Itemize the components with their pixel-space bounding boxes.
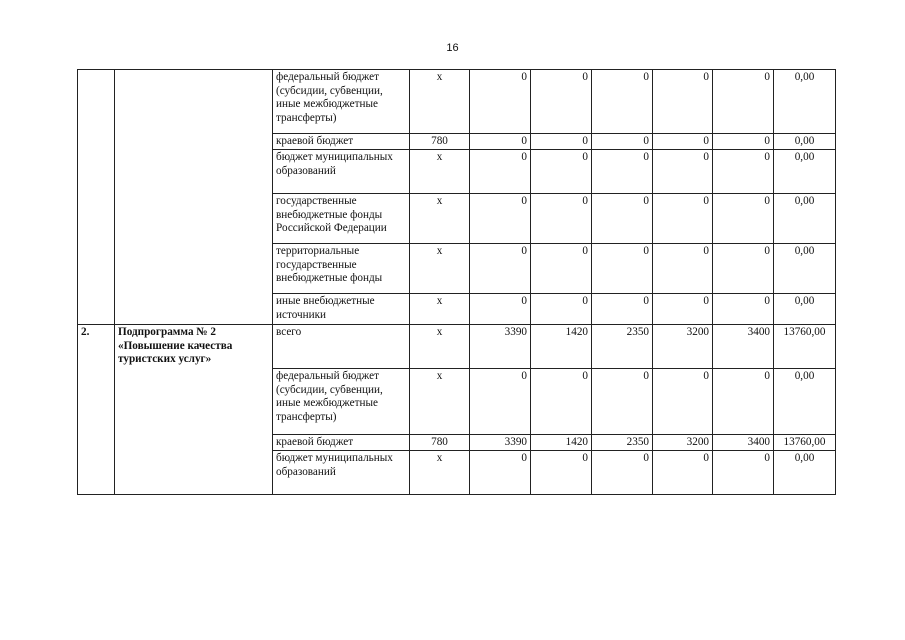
value-cell: 2350 <box>592 325 653 369</box>
value-cell: 0 <box>713 134 774 150</box>
value-cell: 0 <box>531 70 592 134</box>
code-cell: x <box>410 325 470 369</box>
value-cell: 0 <box>653 369 713 435</box>
value-cell: 0 <box>470 194 531 244</box>
value-cell: 0 <box>592 369 653 435</box>
code-cell: x <box>410 194 470 244</box>
value-cell: 0 <box>653 70 713 134</box>
table-row <box>78 325 836 369</box>
row-name-cell <box>115 70 273 325</box>
value-cell: 0 <box>470 70 531 134</box>
value-cell: 0 <box>470 451 531 495</box>
value-cell: 0 <box>653 244 713 294</box>
value-cell: 3390 <box>470 435 531 451</box>
value-cell: 2350 <box>592 435 653 451</box>
value-cell: 0 <box>470 134 531 150</box>
total-cell: 0,00 <box>774 150 836 194</box>
total-cell: 0,00 <box>774 194 836 244</box>
value-cell: 3200 <box>653 325 713 369</box>
total-cell: 13760,00 <box>774 325 836 369</box>
subprogram-name-cell: Подпрограмма № 2 «Повышение качества туристских услуг» <box>115 325 273 495</box>
budget-table <box>77 69 836 495</box>
value-cell: 0 <box>653 134 713 150</box>
value-cell: 3400 <box>713 435 774 451</box>
value-cell: 0 <box>653 150 713 194</box>
value-cell: 3200 <box>653 435 713 451</box>
value-cell: 0 <box>531 194 592 244</box>
value-cell: 0 <box>592 244 653 294</box>
value-cell: 0 <box>531 294 592 325</box>
table-row <box>78 70 836 134</box>
value-cell: 0 <box>470 244 531 294</box>
value-cell: 1420 <box>531 325 592 369</box>
value-cell: 0 <box>713 451 774 495</box>
code-cell: 780 <box>410 134 470 150</box>
code-cell: x <box>410 244 470 294</box>
code-cell: x <box>410 294 470 325</box>
value-cell: 0 <box>531 451 592 495</box>
value-cell: 0 <box>713 294 774 325</box>
value-cell: 0 <box>713 150 774 194</box>
funding-source-cell: государственные внебюджетные фонды Российской Федерации <box>273 194 410 244</box>
funding-source-cell: бюджет муниципальных образований <box>273 150 410 194</box>
value-cell: 0 <box>592 451 653 495</box>
value-cell: 0 <box>592 194 653 244</box>
value-cell: 3390 <box>470 325 531 369</box>
funding-source-cell: федеральный бюджет (субсидии, субвенции, иные межбюджетные трансферты) <box>273 369 410 435</box>
value-cell: 0 <box>713 194 774 244</box>
total-cell: 0,00 <box>774 451 836 495</box>
value-cell: 0 <box>592 134 653 150</box>
value-cell: 0 <box>470 150 531 194</box>
total-cell: 0,00 <box>774 134 836 150</box>
funding-source-cell: краевой бюджет <box>273 134 410 150</box>
total-cell: 13760,00 <box>774 435 836 451</box>
value-cell: 0 <box>531 134 592 150</box>
funding-source-cell: всего <box>273 325 410 369</box>
row-index-cell: 2. <box>78 325 115 495</box>
code-cell: x <box>410 150 470 194</box>
value-cell: 0 <box>653 194 713 244</box>
funding-source-cell: краевой бюджет <box>273 435 410 451</box>
value-cell: 1420 <box>531 435 592 451</box>
total-cell: 0,00 <box>774 294 836 325</box>
funding-source-cell: иные внебюджетные источники <box>273 294 410 325</box>
code-cell: 780 <box>410 435 470 451</box>
value-cell: 0 <box>653 294 713 325</box>
value-cell: 0 <box>531 369 592 435</box>
value-cell: 0 <box>713 369 774 435</box>
funding-source-cell: федеральный бюджет (субсидии, субвенции, иные межбюджетные трансферты) <box>273 70 410 134</box>
value-cell: 0 <box>713 244 774 294</box>
page-number: 16 <box>446 42 459 54</box>
value-cell: 0 <box>713 70 774 134</box>
total-cell: 0,00 <box>774 369 836 435</box>
value-cell: 0 <box>592 70 653 134</box>
value-cell: 0 <box>592 150 653 194</box>
code-cell: x <box>410 70 470 134</box>
value-cell: 0 <box>531 150 592 194</box>
value-cell: 3400 <box>713 325 774 369</box>
value-cell: 0 <box>653 451 713 495</box>
total-cell: 0,00 <box>774 244 836 294</box>
funding-source-cell: территориальные государственные внебюджетные фонды <box>273 244 410 294</box>
value-cell: 0 <box>531 244 592 294</box>
code-cell: x <box>410 451 470 495</box>
value-cell: 0 <box>470 294 531 325</box>
total-cell: 0,00 <box>774 70 836 134</box>
code-cell: x <box>410 369 470 435</box>
value-cell: 0 <box>592 294 653 325</box>
value-cell: 0 <box>470 369 531 435</box>
row-index-cell <box>78 70 115 325</box>
funding-source-cell: бюджет муниципальных образований <box>273 451 410 495</box>
